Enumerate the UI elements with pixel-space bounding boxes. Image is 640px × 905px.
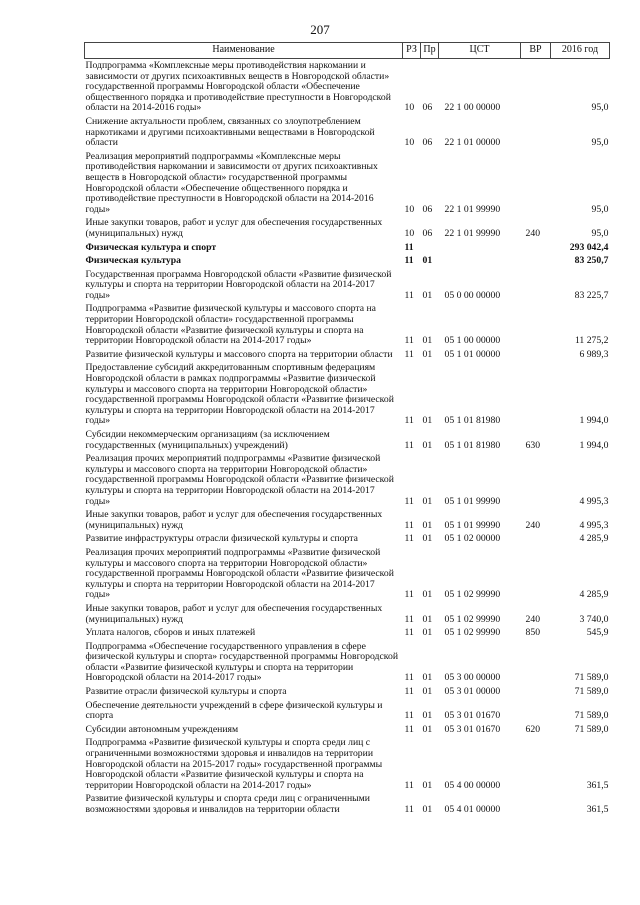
- header-rz: РЗ: [403, 43, 421, 59]
- row-amount: 11 275,2: [574, 335, 609, 347]
- row-amount: 4 995,3: [579, 519, 609, 531]
- row-amount: 71 589,0: [574, 723, 609, 735]
- row-pr: 01: [422, 686, 433, 698]
- row-vr: [521, 532, 551, 546]
- row-name: Иные закупки товаров, работ и услуг для обеспечения государственных (муниципальных) нужд: [85, 602, 383, 625]
- row-name: Иные закупки товаров, работ и услуг для обеспечения государственных (муниципальных) нужд: [85, 217, 383, 239]
- row-rz: 11: [404, 672, 414, 684]
- row-rz: 11: [404, 589, 414, 601]
- row-name: Реализация прочих мероприятий подпрограммы «Развитие физической культуры и массового спорта на территории Новгородской области» государственной программы Новгородской области «Развитие физической культуры и спорта на территории Новгородской области на 2014-2017 годы»: [85, 546, 394, 601]
- row-cst: 05 1 01 81980: [444, 415, 501, 427]
- row-pr: 01: [422, 335, 433, 347]
- row-cst: 05 1 01 00000: [444, 348, 501, 360]
- row-amount: 95,0: [591, 137, 609, 149]
- table-row: [85, 508, 610, 532]
- row-name: Развитие физической культуры и массового спорта на территории области: [85, 348, 393, 360]
- row-pr: 06: [422, 102, 433, 114]
- row-rz: 11: [404, 613, 414, 625]
- table-row: [85, 302, 610, 347]
- row-vr: [521, 792, 551, 816]
- row-cst: 05 3 01 00000: [444, 686, 501, 698]
- row-cst: 05 4 00 00000: [444, 779, 501, 791]
- table-body: [85, 59, 610, 817]
- row-name: Предоставление субсидий аккредитованным спортивным федерациям Новгородской области в рамках подпрограммы «Развитие физической культуры и массового спорта на территории Новгородской области» государственной программы Новгородской области «Развитие физической культуры и спорта на территории Новгородской области на 2014-2017 годы»: [85, 362, 394, 427]
- row-pr: 01: [422, 255, 433, 267]
- row-vr: [521, 59, 551, 115]
- row-pr: 01: [422, 613, 433, 625]
- row-rz: 10: [404, 137, 415, 149]
- row-name: Подпрограмма «Развитие физической культуры и спорта среди лиц с ограниченными возможностями здоровья и инвалидов на территории Новгородской области на 2015-2017 годы» государственной программы Новгородской области «Развитие физической культуры и спорта на территории Новгородской области на 2014-2017 годы»: [85, 737, 383, 791]
- row-pr: 01: [422, 289, 433, 301]
- row-cst: 05 1 02 00000: [444, 533, 501, 545]
- row-cst: 05 3 01 01670: [444, 710, 501, 722]
- row-rz: 10: [404, 102, 415, 114]
- row-vr: [521, 736, 551, 792]
- header-vr: ВР: [521, 43, 551, 59]
- row-cst: 05 4 01 00000: [444, 804, 501, 815]
- row-rz: 11: [404, 710, 414, 722]
- header-name: Наименование: [85, 43, 403, 59]
- row-pr: 01: [422, 804, 433, 815]
- row-vr: 620: [525, 723, 541, 735]
- row-rz: 10: [404, 203, 415, 215]
- row-cst: 22 1 01 00000: [444, 137, 501, 149]
- row-cst: [439, 241, 521, 255]
- row-rz: 10: [404, 227, 415, 239]
- row-cst: 05 1 02 99990: [444, 627, 501, 639]
- row-rz: 11: [404, 686, 414, 698]
- row-vr: 630: [525, 439, 541, 451]
- row-cst: 22 1 00 00000: [444, 102, 501, 114]
- header-cst: ЦСТ: [439, 43, 521, 59]
- row-vr: [521, 241, 551, 255]
- row-rz: 11: [404, 335, 414, 347]
- row-amount: 545,9: [586, 627, 609, 639]
- table-row: [85, 348, 610, 362]
- table-row: [85, 685, 610, 699]
- row-amount: 71 589,0: [574, 686, 609, 698]
- row-amount: 4 285,9: [579, 533, 609, 545]
- row-pr: 01: [422, 779, 433, 791]
- row-amount: 6 989,3: [579, 348, 609, 360]
- row-pr: 01: [422, 348, 433, 360]
- row-rz: 11: [404, 779, 414, 791]
- row-vr: [521, 685, 551, 699]
- row-amount: 95,0: [591, 227, 609, 239]
- row-amount: 1 994,0: [579, 415, 609, 427]
- table-row: [85, 241, 610, 255]
- row-pr: 06: [422, 203, 433, 215]
- row-name: Реализация прочих мероприятий подпрограммы «Развитие физической культуры и массового спорта на территории Новгородской области» государственной программы Новгородской области «Развитие физической культуры и спорта на территории Новгородской области на 2014-2017 годы»: [85, 453, 394, 507]
- row-rz: 11: [404, 627, 414, 639]
- table-row: [85, 254, 610, 268]
- table-row: [85, 216, 610, 240]
- row-cst: 22 1 01 99990: [444, 227, 501, 239]
- row-pr: 01: [422, 627, 433, 639]
- row-rz: 11: [404, 723, 414, 735]
- row-cst: [439, 254, 521, 268]
- row-vr: [521, 699, 551, 723]
- row-cst: 05 1 01 99990: [444, 519, 501, 531]
- row-pr: 01: [422, 495, 433, 507]
- row-vr: 850: [525, 627, 541, 639]
- row-cst: 05 1 01 99990: [444, 495, 501, 507]
- table-row: [85, 723, 610, 737]
- table-row: [85, 640, 610, 685]
- row-name: Субсидии некоммерческим организациям (за исключением государственных (муниципальных) учреждений): [85, 429, 330, 451]
- row-rz: 11: [404, 255, 414, 267]
- row-name: Государственная программа Новгородской области «Развитие физической культуры и спорта на территории Новгородской области на 2014-2017 годы»: [85, 268, 392, 301]
- row-pr: 01: [422, 672, 433, 684]
- row-pr: 01: [422, 519, 433, 531]
- row-rz: 11: [404, 348, 414, 360]
- row-pr: 01: [422, 439, 433, 451]
- budget-table: [84, 42, 610, 817]
- row-name: Развитие отрасли физической культуры и спорта: [85, 686, 287, 698]
- row-pr: 06: [422, 227, 433, 239]
- row-vr: 240: [525, 227, 541, 239]
- table-row: [85, 59, 610, 115]
- row-amount: 95,0: [591, 203, 609, 215]
- table-row: [85, 532, 610, 546]
- row-name: Подпрограмма «Обеспечение государственного управления в сфере физической культуры и спорта» государственной программы Новгородской области «Развитие физической культуры и спорта на территории Новгородской области на 2014-2017 годы»: [85, 640, 399, 684]
- row-amount: 1 994,0: [579, 439, 609, 451]
- row-vr: [521, 268, 551, 303]
- table-row: [85, 546, 610, 602]
- row-amount: 83 250,7: [574, 255, 609, 267]
- row-vr: [521, 150, 551, 217]
- row-rz: 11: [404, 439, 414, 451]
- row-pr: 01: [422, 533, 433, 545]
- row-cst: 05 1 02 99990: [444, 589, 501, 601]
- row-name: Уплата налогов, сборов и иных платежей: [85, 627, 256, 639]
- row-name: Реализация мероприятий подпрограммы «Комплексные меры противодействия наркомании и зависимости от других психоактивных веществ в Новгородской области» государственной программы Новгородской области «Обеспечение общественного порядка и противодействие преступности в Новгородской области на 2014-2016 годы»: [85, 150, 378, 215]
- row-vr: [521, 546, 551, 602]
- row-vr: 240: [525, 519, 541, 531]
- row-cst: 05 3 01 01670: [444, 723, 501, 735]
- row-vr: [521, 640, 551, 685]
- header-pr: Пр: [421, 43, 439, 59]
- row-amount: 95,0: [591, 102, 609, 114]
- row-amount: 361,5: [586, 804, 609, 815]
- row-name: Обеспечение деятельности учреждений в сфере физической культуры и спорта: [85, 699, 383, 722]
- row-name: Физическая культура: [85, 255, 181, 267]
- table-row: [85, 626, 610, 640]
- row-vr: [521, 302, 551, 347]
- row-name: Снижение актуальности проблем, связанных со злоупотреблением наркотиками и другими психоактивными веществами в Новгородской области: [85, 115, 375, 149]
- row-name: Физическая культура и спорт: [85, 241, 217, 253]
- row-vr: [521, 115, 551, 150]
- table-row: [85, 428, 610, 452]
- row-cst: 05 1 01 81980: [444, 439, 501, 451]
- row-vr: [521, 254, 551, 268]
- table-header-row: [85, 43, 610, 59]
- row-name: Субсидии автономным учреждениям: [85, 723, 239, 735]
- row-vr: 240: [525, 613, 541, 625]
- row-name: Подпрограмма «Комплексные меры противодействия наркомании и зависимости от других психоактивных веществ в Новгородской области» государственной программы Новгородской области «Обеспечение общественного порядка и противодействие преступности в Новгородской области на 2014-2016 годы»: [85, 60, 391, 114]
- row-pr: 01: [422, 415, 433, 427]
- row-amount: 361,5: [586, 779, 609, 791]
- table-row: [85, 268, 610, 303]
- table-row: [85, 115, 610, 150]
- row-vr: [521, 348, 551, 362]
- table-row: [85, 602, 610, 626]
- row-amount: 71 589,0: [574, 672, 609, 684]
- row-rz: 11: [404, 804, 414, 815]
- row-cst: 05 1 00 00000: [444, 335, 501, 347]
- row-cst: 05 1 02 99990: [444, 613, 501, 625]
- table-row: [85, 792, 610, 816]
- row-pr: 01: [422, 723, 433, 735]
- row-amount: 4 995,3: [579, 495, 609, 507]
- row-rz: 11: [404, 289, 414, 301]
- row-pr: [421, 241, 439, 255]
- row-amount: 293 042,4: [569, 241, 609, 253]
- page-number: 207: [310, 22, 330, 37]
- row-name: Развитие инфраструктуры отрасли физической культуры и спорта: [85, 533, 358, 545]
- table-row: [85, 699, 610, 723]
- row-cst: 05 0 00 00000: [444, 289, 501, 301]
- header-year: 2016 год: [551, 43, 610, 59]
- row-amount: 83 225,7: [574, 289, 609, 301]
- row-amount: 4 285,9: [579, 589, 609, 601]
- table-row: [85, 452, 610, 508]
- row-name: Подпрограмма «Развитие физической культуры и массового спорта на территории Новгородской области» государственной программы Новгородской области «Развитие физической культуры и спорта на территории Новгородской области на 2014-2017 годы»: [85, 303, 376, 347]
- row-rz: 11: [404, 241, 414, 253]
- row-vr: [521, 452, 551, 508]
- row-rz: 11: [404, 415, 414, 427]
- row-name: Развитие физической культуры и спорта среди лиц с ограниченными возможностями здоровья и инвалидов на территории области: [85, 793, 370, 815]
- row-amount: 3 740,0: [579, 613, 609, 625]
- row-pr: 01: [422, 589, 433, 601]
- row-vr: [521, 361, 551, 428]
- row-cst: 05 3 00 00000: [444, 672, 501, 684]
- row-amount: 71 589,0: [574, 710, 609, 722]
- row-cst: 22 1 01 99990: [444, 203, 501, 215]
- row-rz: 11: [404, 495, 414, 507]
- row-rz: 11: [404, 533, 414, 545]
- row-pr: 01: [422, 710, 433, 722]
- table-row: [85, 736, 610, 792]
- table-row: [85, 150, 610, 217]
- table-row: [85, 361, 610, 428]
- row-pr: 06: [422, 137, 433, 149]
- row-name: Иные закупки товаров, работ и услуг для обеспечения государственных (муниципальных) нужд: [85, 509, 383, 531]
- row-rz: 11: [404, 519, 414, 531]
